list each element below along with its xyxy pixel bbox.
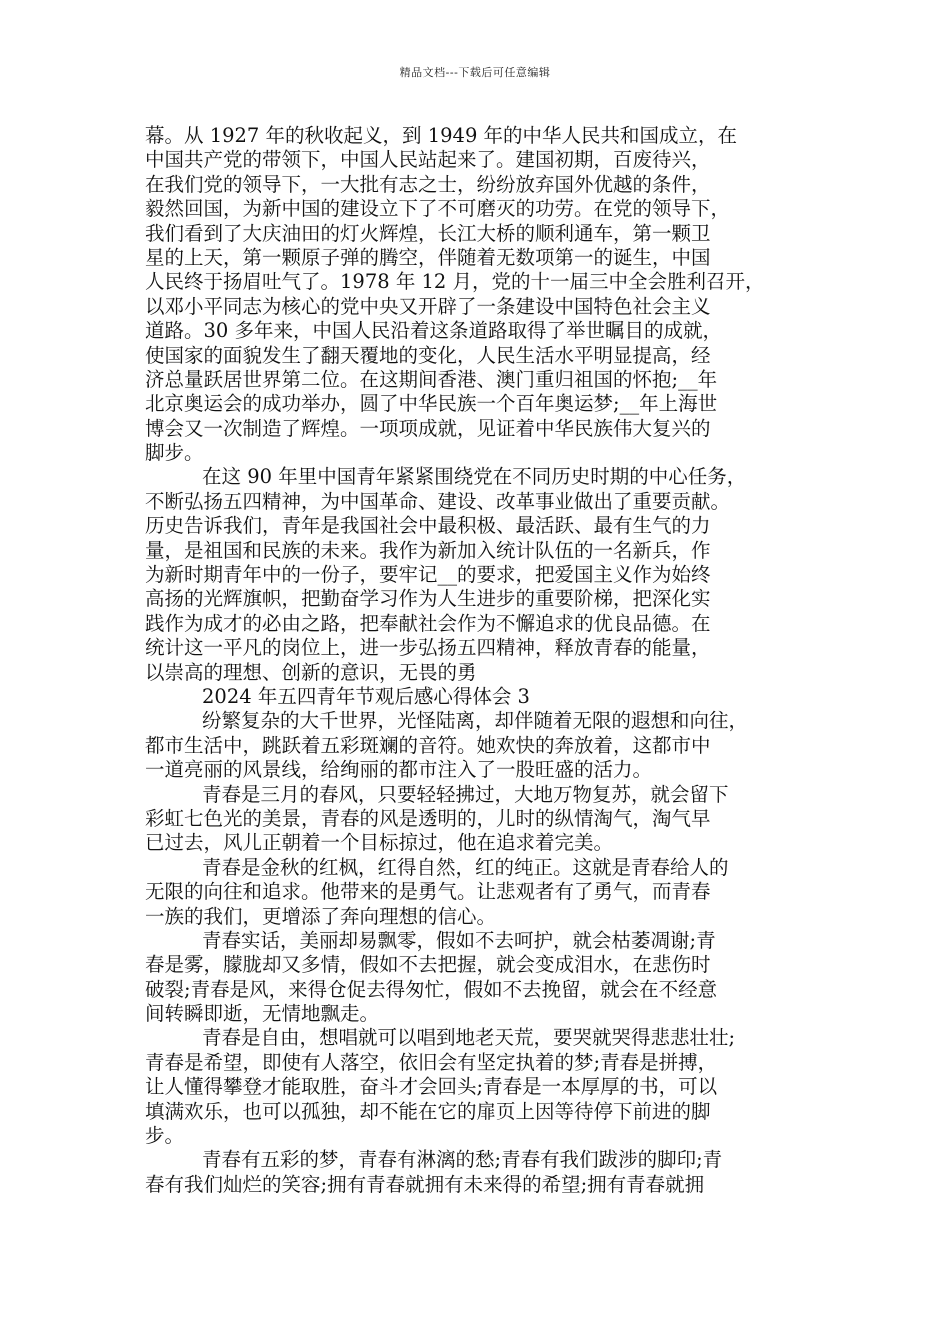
text-line: 青春是希望，即使有人落空，依旧会有坚定执着的梦;青春是拼搏， bbox=[145, 1050, 718, 1074]
page-header: 精品文档---下载后可任意编辑 bbox=[399, 66, 551, 79]
document-body bbox=[145, 124, 807, 1197]
text-line: 都市生活中，跳跃着五彩斑斓的音符。她欢快的奔放着，这都市中 bbox=[145, 733, 711, 757]
text-line: 一族的我们，更增添了奔向理想的信心。 bbox=[145, 904, 497, 928]
text-line: 间转瞬即逝，无情地飘走。 bbox=[145, 1002, 380, 1026]
text-line: 脚步。 bbox=[145, 441, 204, 465]
text-line: 北京奥运会的成功举办，圆了中华民族一个百年奥运梦;__年上海世 bbox=[145, 392, 718, 416]
text-line: 让人懂得攀登才能取胜，奋斗才会回头;青春是一本厚厚的书，可以 bbox=[145, 1075, 718, 1099]
text-line: 无限的向往和追求。他带来的是勇气。让悲观者有了勇气，而青春 bbox=[145, 880, 711, 904]
text-line: 彩虹七色光的美景，青春的风是透明的，儿时的纵情淘气，淘气早 bbox=[145, 806, 711, 830]
text-line: 青春是自由，想唱就可以唱到地老天荒，要哭就哭得悲悲壮壮; bbox=[202, 1026, 736, 1050]
text-line: 青春是金秋的红枫，红得自然，红的纯正。这就是青春给人的 bbox=[202, 855, 729, 879]
text-line: 量，是祖国和民族的未来。我作为新加入统计队伍的一名新兵，作 bbox=[145, 538, 711, 562]
text-line: 填满欢乐，也可以孤独，却不能在它的扉页上因等待停下前进的脚 bbox=[145, 1099, 711, 1123]
text-line: 在这 90 年里中国青年紧紧围绕党在不同历史时期的中心任务， bbox=[202, 465, 747, 489]
text-line: 高扬的光辉旗帜，把勤奋学习作为人生进步的重要阶梯，把深化实 bbox=[145, 587, 711, 611]
text-line: 已过去，风儿正朝着一个目标掠过，他在追求着完美。 bbox=[145, 831, 614, 855]
text-line: 幕。从 1927 年的秋收起义，到 1949 年的中华人民共和国成立，在 bbox=[145, 124, 738, 147]
text-line: 破裂;青春是风，来得仓促去得匆忙，假如不去挽留，就会在不经意 bbox=[145, 977, 718, 1001]
text-line: 博会又一次制造了辉煌。一项项成就，见证着中华民族伟大复兴的 bbox=[145, 416, 711, 440]
text-line: 不断弘扬五四精神，为中国革命、建设、改革事业做出了重要贡献。 bbox=[145, 489, 731, 513]
text-line: 青春是三月的春风，只要轻轻拂过，大地万物复苏，就会留下 bbox=[202, 782, 729, 806]
text-line: 统计这一平凡的岗位上，进一步弘扬五四精神，释放青春的能量， bbox=[145, 636, 711, 660]
text-line: 践作为成才的必由之路，把奉献社会作为不懈追求的优良品德。在 bbox=[145, 611, 711, 635]
text-line: 2024 年五四青年节观后感心得体会 3 bbox=[202, 684, 530, 708]
text-line: 以崇高的理想、创新的意识，无畏的勇 bbox=[145, 660, 477, 684]
text-line: 一道亮丽的风景线，给绚丽的都市注入了一股旺盛的活力。 bbox=[145, 758, 653, 782]
text-line: 春是雾，朦胧却又多情，假如不去把握，就会变成泪水，在悲伤时 bbox=[145, 953, 711, 977]
text-line: 道路。30 多年来，中国人民沿着这条道路取得了举世瞩目的成就， bbox=[145, 319, 723, 343]
text-line: 我们看到了大庆油田的灯火辉煌，长江大桥的顺利通车，第一颗卫 bbox=[145, 221, 711, 245]
text-line: 中国共产党的带领下，中国人民站起来了。建国初期，百废待兴， bbox=[145, 148, 711, 172]
text-line: 步。 bbox=[145, 1124, 185, 1148]
text-line: 济总量跃居世界第二位。在这期间香港、澳门重归祖国的怀抱;__年 bbox=[145, 367, 718, 391]
text-line: 人民终于扬眉吐气了。1978 年 12 月，党的十一届三中全会胜利召开， bbox=[145, 270, 765, 294]
text-line: 青春有五彩的梦，青春有淋漓的愁;青春有我们跋涉的脚印;青 bbox=[202, 1148, 723, 1172]
text-line: 使国家的面貌发生了翻天覆地的变化，人民生活水平明显提高，经 bbox=[145, 343, 711, 367]
text-line: 纷繁复杂的大千世界，光怪陆离，却伴随着无限的遐想和向往， bbox=[202, 709, 749, 733]
text-line: 星的上天，第一颗原子弹的腾空，伴随着无数项第一的诞生，中国 bbox=[145, 245, 711, 269]
text-line: 春有我们灿烂的笑容;拥有青春就拥有未来得的希望;拥有青春就拥 bbox=[145, 1172, 705, 1196]
text-line: 以邓小平同志为核心的党中央又开辟了一条建设中国特色社会主义 bbox=[145, 294, 711, 318]
text-line: 毅然回国，为新中国的建设立下了不可磨灭的功劳。在党的领导下， bbox=[145, 197, 731, 221]
text-line: 在我们党的领导下，一大批有志之士，纷纷放弃国外优越的条件， bbox=[145, 172, 711, 196]
text-line: 历史告诉我们，青年是我国社会中最积极、最活跃、最有生气的力 bbox=[145, 514, 711, 538]
text-line: 青春实话，美丽却易飘零，假如不去呵护，就会枯萎凋谢;青 bbox=[202, 928, 716, 952]
text-line: 为新时期青年中的一份子，要牢记__的要求，把爱国主义作为始终 bbox=[145, 563, 711, 587]
